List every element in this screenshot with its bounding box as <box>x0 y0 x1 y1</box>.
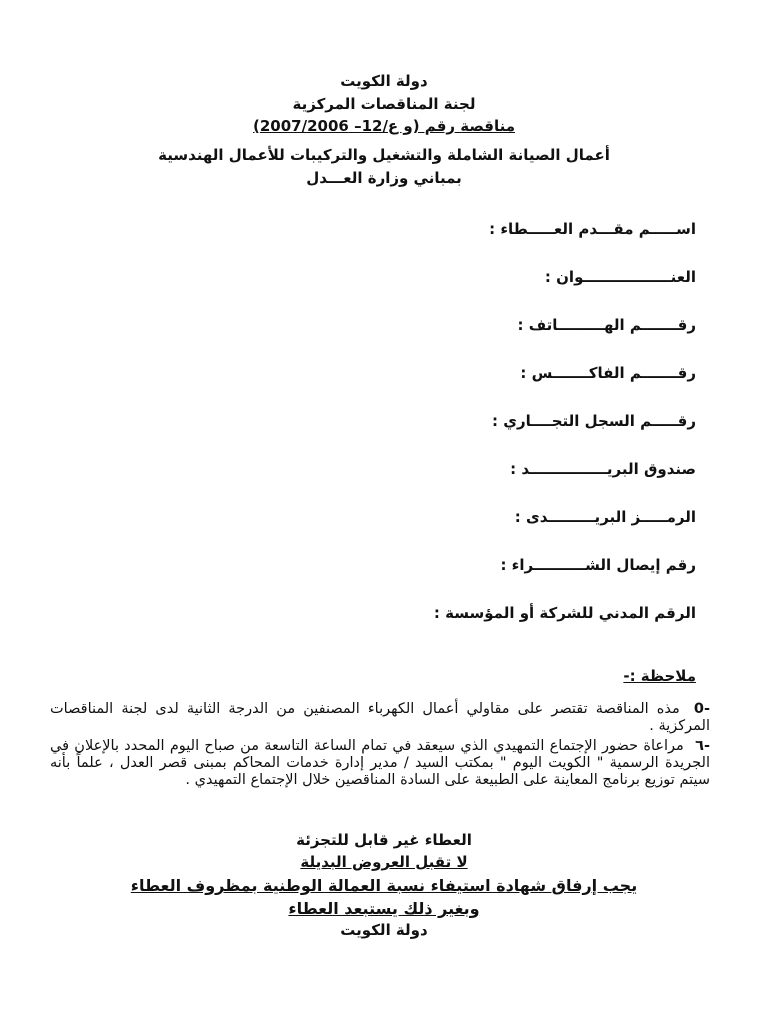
footer-no-alternatives: لا تقبل العروض البديلة <box>300 853 468 871</box>
field-postal-code: الرمـــــز البريـــــــــدى : <box>514 508 696 526</box>
field-phone: رقـــــــم الهـــــــــاتف : <box>517 316 696 334</box>
header-country: دولة الكويت <box>340 72 428 90</box>
footer-indivisible: العطاء غير قابل للتجزئة <box>296 831 472 849</box>
header-tender-number: مناقصة رقم (و ع/12– 2007/2006) <box>253 117 515 135</box>
note-item-1-text: مذه المناقصة تقتصر على مقاولي أعمال الكهرباء المصنفين من الدرجة الثانية لدى لجنة المناقصات المركزية . <box>50 701 710 734</box>
note-item-1-number: -0 <box>693 701 711 717</box>
note-item-1 <box>50 701 710 735</box>
field-po-box: صندوق البريـــــــــــــــد : <box>510 460 696 478</box>
footer-country: دولة الكويت <box>340 921 428 939</box>
footer-labor-certificate: يجب إرفاق شهادة استيفاء نسبة العمالة الوطنية بمظروف العطاء <box>130 876 638 895</box>
field-address: العنـــــــــــــــــوان : <box>544 268 696 286</box>
header-ministry: بمباني وزارة العـــدل <box>306 169 462 187</box>
field-bidder-name: اســـــم مقـــدم العـــــطاء : <box>489 220 696 238</box>
footer-labor-certificate-wrap <box>0 876 768 895</box>
footer-exclusion-wrap <box>0 899 768 918</box>
footer-no-alternatives-wrap <box>0 853 768 871</box>
note-item-2 <box>50 738 710 789</box>
note-item-2-number: -٦ <box>695 738 710 754</box>
header-tender-subject: أعمال الصيانة الشاملة والتشغيل والتركيبات للأعمال الهندسية <box>158 146 610 164</box>
footer-exclusion: وبغير ذلك يستبعد العطاء <box>288 899 480 918</box>
field-purchase-receipt: رقم إيصال الشــــــــــراء : <box>500 556 696 574</box>
note-title-text: ملاحظة :- <box>623 667 696 685</box>
header-committee: لجنة المناقصات المركزية <box>292 95 476 113</box>
field-civil-number: الرقم المدني للشركة أو المؤسسة : <box>433 604 696 622</box>
note-item-2-text: مراعاة حضور الإجتماع التمهيدي الذي سيعقد في تمام الساعة التاسعة من صباح اليوم المحدد بالإعلان في الجريدة الرسمية " الكويت اليوم " بمكتب السيد / مدير إدارة خدمات المحاكم بمبنى قصر العدل ، علماً بأنه سيتم توزيع برنامج المعاينة على الطبيعة على السادة المناقصين خلال الإجتماع التمهيدي . <box>50 738 710 788</box>
field-commercial-register: رقـــــم السجل التجــــاري : <box>492 412 696 430</box>
header-tender-number-wrap <box>0 117 768 135</box>
note-title <box>623 667 696 685</box>
field-fax: رقـــــــم الفاكـــــــس : <box>520 364 696 382</box>
